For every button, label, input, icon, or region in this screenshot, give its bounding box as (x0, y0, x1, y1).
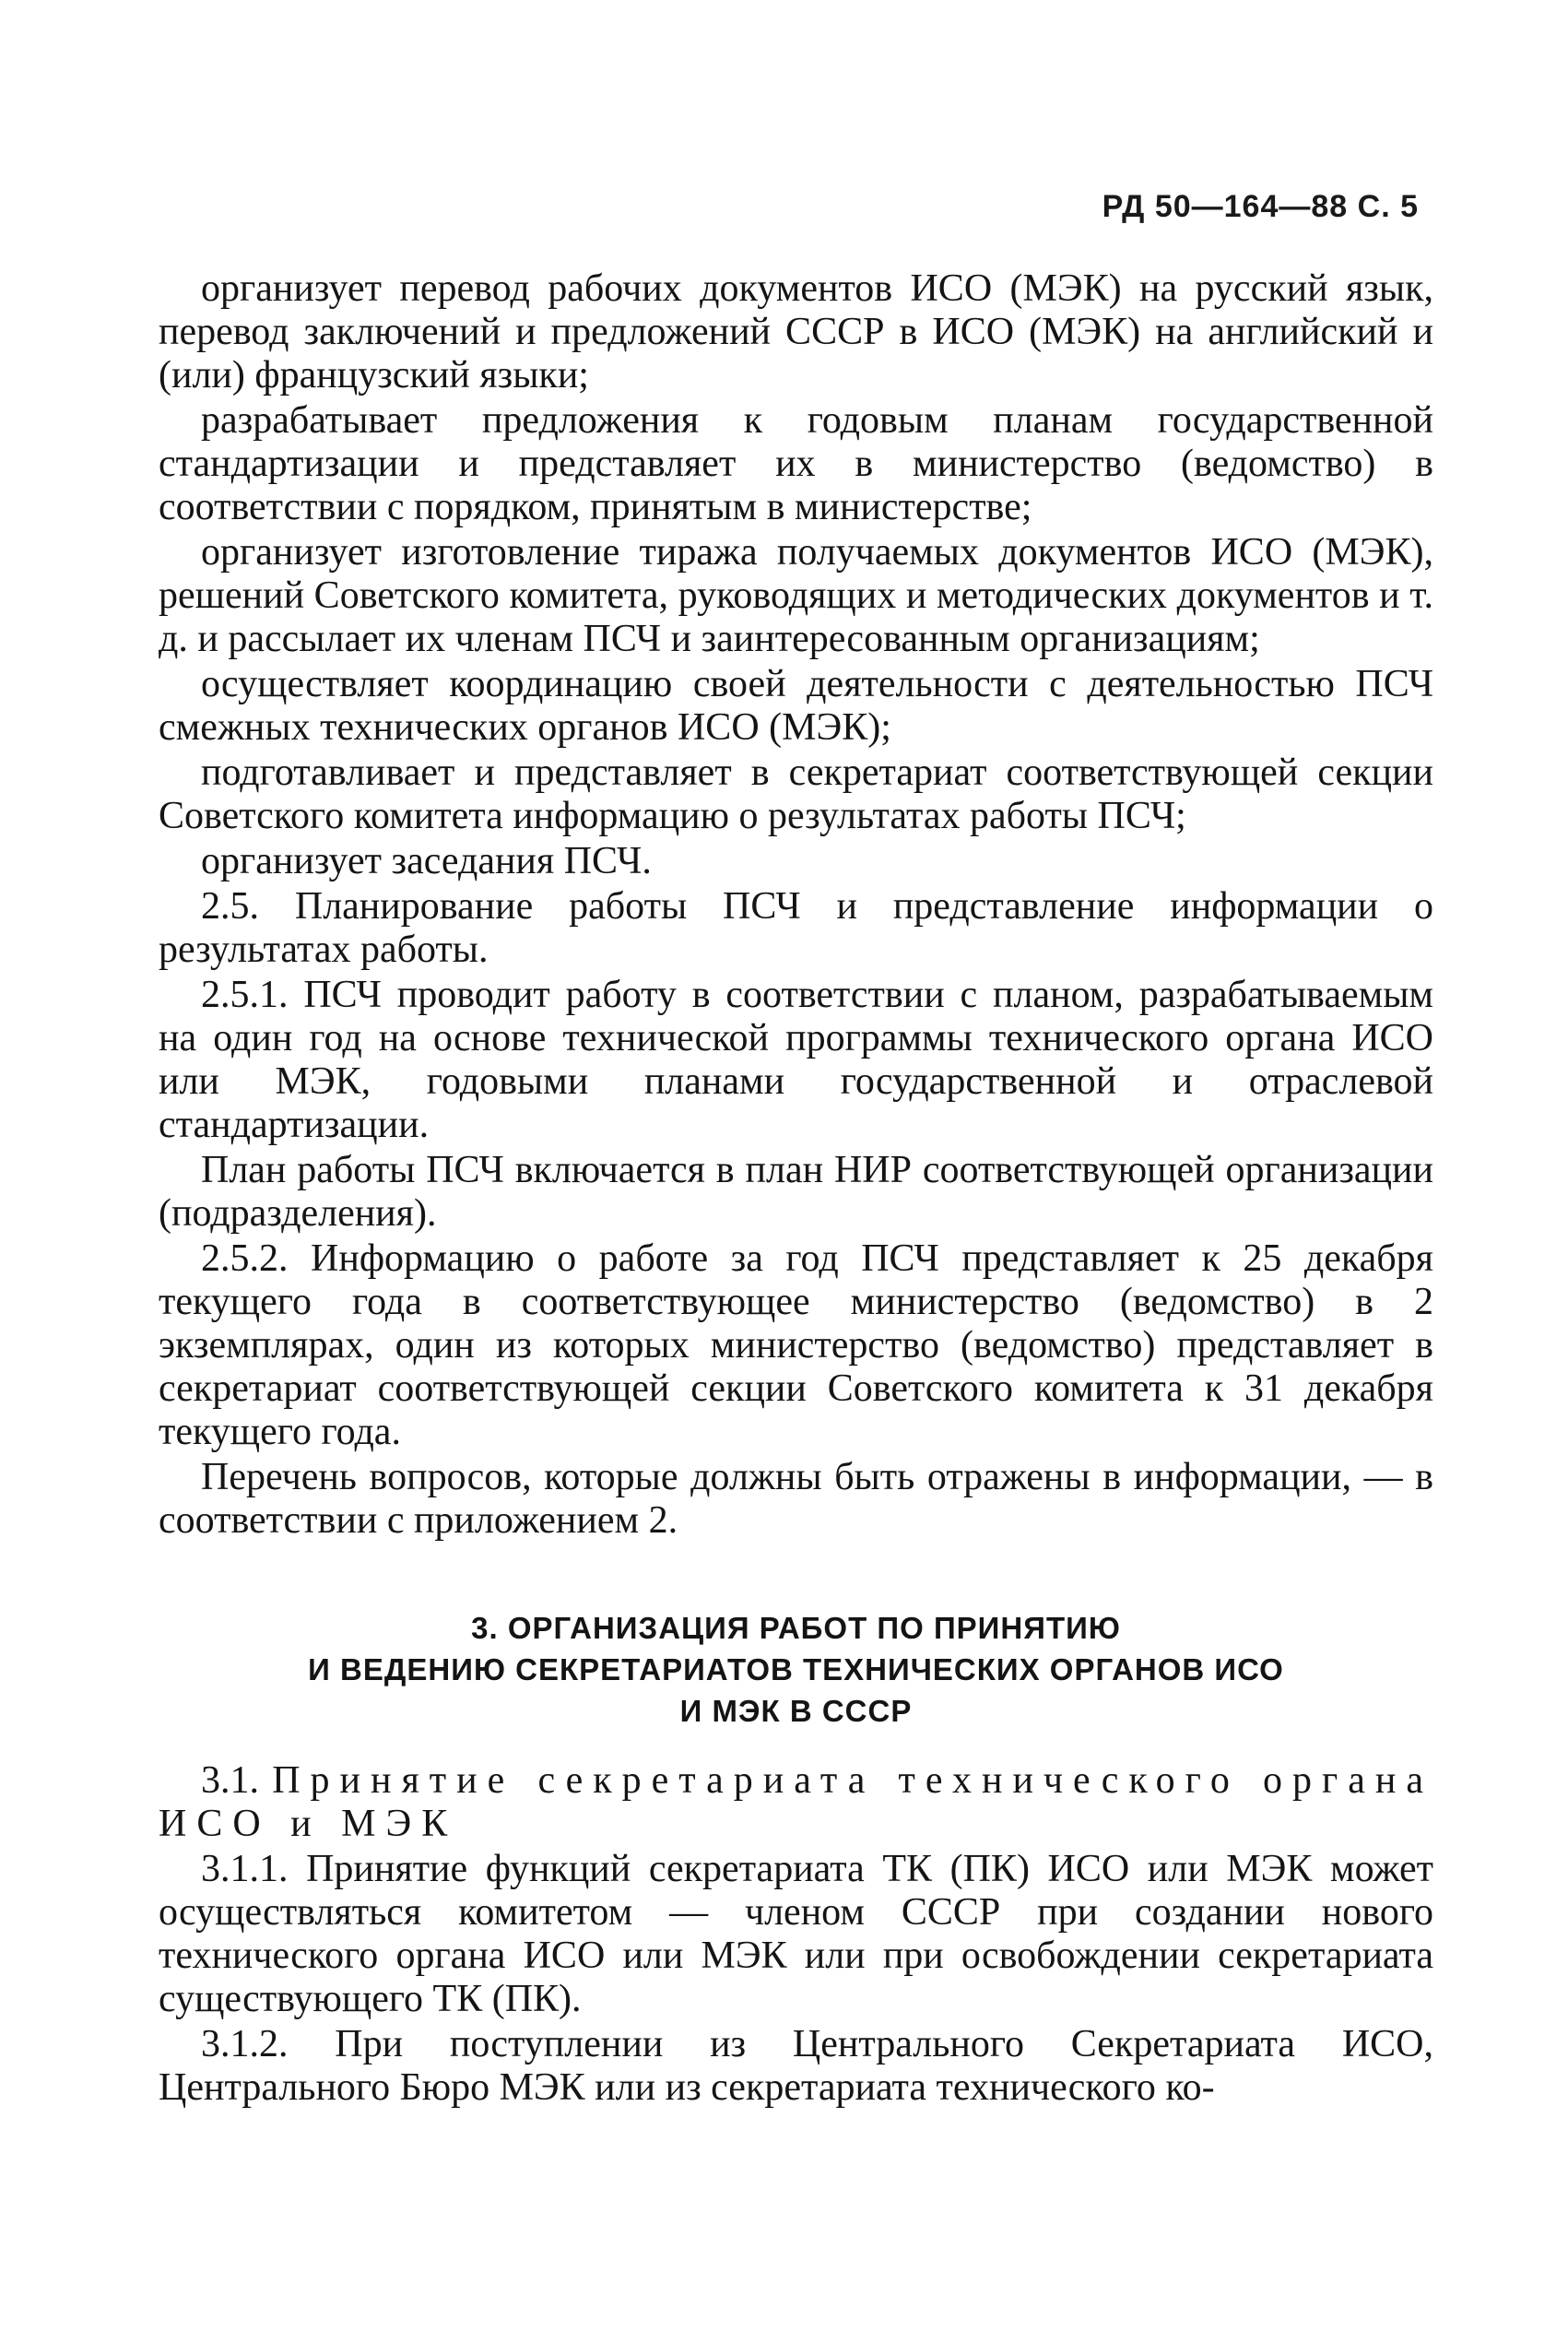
section-heading-line: 3. ОРГАНИЗАЦИЯ РАБОТ ПО ПРИНЯТИЮ (471, 1611, 1121, 1645)
paragraph-2-5-2: 2.5.2. Информацию о работе за год ПСЧ представляет к 25 декабря текущего года в соответствующее министерство (ведомство) в 2 экземплярах, один из которых министерство (ведомство) представляет в секретариат соответствующей секции Советского комитета к 31 декабря текущего года. (159, 1237, 1433, 1453)
paragraph-document-distribution: организует изготовление тиража получаемых документов ИСО (МЭК), решений Советского комитета, руководящих и методических документов и т. д. и рассылает их членам ПСЧ и заинтересованным организациям; (159, 531, 1433, 660)
section-3-heading (159, 1607, 1433, 1732)
paragraph-work-plan: План работы ПСЧ включается в план НИР соответствующей организации (подразделения). (159, 1149, 1433, 1235)
section-heading-line: И МЭК В СССР (679, 1694, 913, 1728)
paragraph-meetings: организует заседания ПСЧ. (201, 840, 652, 882)
subsection-3-1-heading (159, 1759, 1433, 1846)
subsection-number: 3.1. (201, 1759, 259, 1802)
subsection-title: Принятие секретариата технического органа ИСО и МЭК (159, 1759, 1433, 1845)
paragraph-question-list: Перечень вопросов, которые должны быть отражены в информации, — в соответствии с приложением 2. (159, 1456, 1433, 1542)
paragraph-3-1-1: 3.1.1. Принятие функций секретариата ТК (ПК) ИСО или МЭК может осуществляться комитетом — членом СССР при создании нового технического органа ИСО или МЭК или при освобождении секретариата существующего ТК (ПК). (159, 1848, 1433, 2020)
paragraph-plans-proposals: разрабатывает предложения к годовым планам государственной стандартизации и представляет их в министерство (ведомство) в соответствии с порядком, принятым в министерстве; (159, 399, 1433, 528)
paragraph-translation: организует перевод рабочих документов ИСО (МЭК) на русский язык, перевод заключений и предложений СССР в ИСО (МЭК) на английский и (или) французский языки; (159, 267, 1433, 396)
paragraph-3-1-2: 3.1.2. При поступлении из Центрального Секретариата ИСО, Центрального Бюро МЭК или из секретариата технического ко- (159, 2023, 1433, 2109)
paragraph-reporting: подготавливает и представляет в секретариат соответствующей секции Советского комитета информацию о результатах работы ПСЧ; (159, 751, 1433, 837)
running-header: РД 50—164—88 С. 5 (1102, 189, 1419, 224)
paragraph-2-5: 2.5. Планирование работы ПСЧ и представление информации о результатах работы. (159, 885, 1433, 971)
body-text (159, 267, 1433, 2110)
paragraph-coordination: осуществляет координацию своей деятельности с деятельностью ПСЧ смежных технических органов ИСО (МЭК); (159, 663, 1433, 749)
section-heading-line: И ВЕДЕНИЮ СЕКРЕТАРИАТОВ ТЕХНИЧЕСКИХ ОРГАНОВ ИСО (308, 1652, 1284, 1686)
paragraph-2-5-1: 2.5.1. ПСЧ проводит работу в соответствии с планом, разрабатываемым на один год на основе технической программы технического органа ИСО или МЭК, годовыми планами государственной и отраслевой стандартизации. (159, 974, 1433, 1146)
